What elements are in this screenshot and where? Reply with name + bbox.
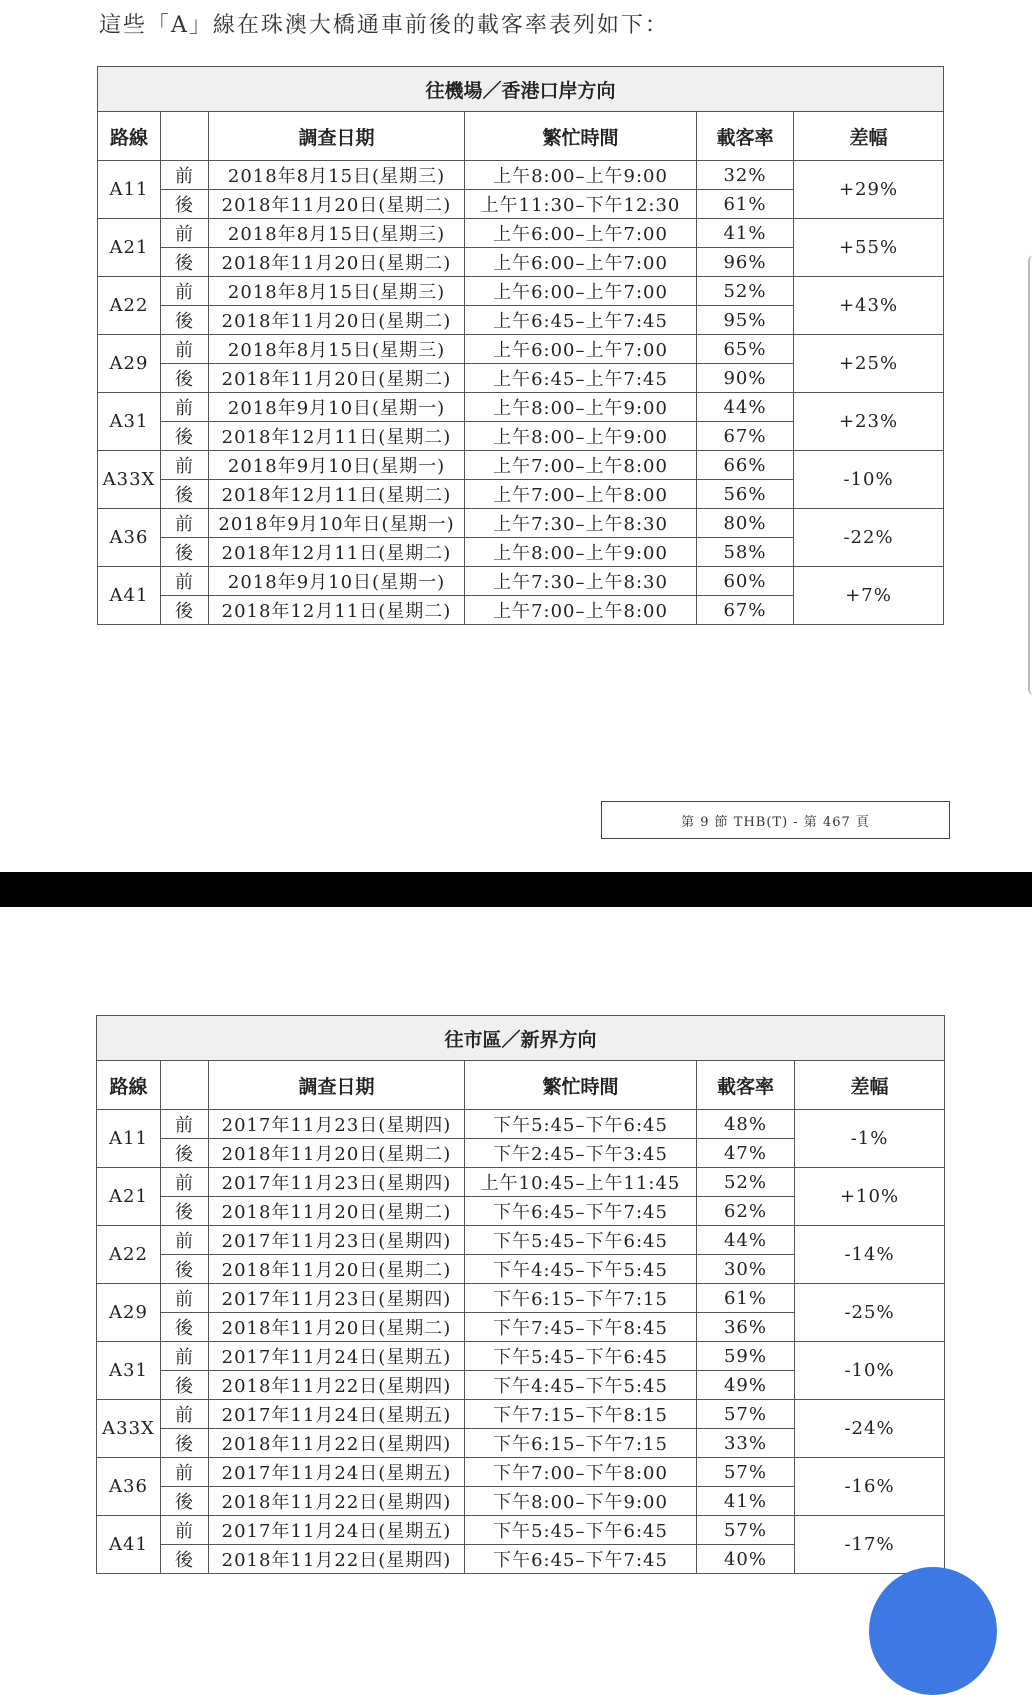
rate-difference: -10%: [794, 451, 944, 509]
peak-time: 上午8:00–上午9:00: [465, 161, 697, 190]
table-row: [97, 1110, 945, 1139]
survey-date: 2018年8月15日(星期三): [209, 219, 465, 248]
route-cell: A33X: [98, 451, 161, 509]
table-row: [97, 1458, 945, 1487]
period-tag: 前: [161, 1342, 209, 1371]
occupancy-rate: 44%: [697, 1226, 795, 1255]
occupancy-rate: 33%: [697, 1429, 795, 1458]
occupancy-rate: 52%: [697, 277, 794, 306]
period-tag: 後: [161, 248, 209, 277]
peak-time: 上午8:00–上午9:00: [465, 393, 697, 422]
survey-date: 2017年11月24日(星期五): [209, 1458, 465, 1487]
survey-date: 2018年11月20日(星期二): [209, 306, 465, 335]
survey-date: 2018年11月20日(星期二): [209, 364, 465, 393]
survey-date: 2018年8月15日(星期三): [209, 277, 465, 306]
route-cell: A31: [97, 1342, 161, 1400]
peak-time: 下午5:45–下午6:45: [465, 1226, 697, 1255]
occupancy-rate: 41%: [697, 1487, 795, 1516]
period-tag: 後: [161, 306, 209, 335]
peak-time: 下午7:15–下午8:15: [465, 1400, 697, 1429]
rate-difference: +29%: [794, 161, 944, 219]
survey-date: 2018年12月11日(星期二): [209, 596, 465, 625]
table-title: 往機場／香港口岸方向: [98, 67, 944, 112]
occupancy-rate: 57%: [697, 1516, 795, 1545]
survey-date: 2018年11月22日(星期四): [209, 1429, 465, 1458]
rate-difference: +7%: [794, 567, 944, 625]
occupancy-rate: 32%: [697, 161, 794, 190]
peak-time: 上午6:45–上午7:45: [465, 306, 697, 335]
peak-time: 上午6:00–上午7:00: [465, 219, 697, 248]
floating-action-button[interactable]: [869, 1567, 997, 1695]
period-tag: 後: [161, 1197, 209, 1226]
occupancy-rate: 67%: [697, 596, 794, 625]
survey-date: 2018年9月10日(星期一): [209, 451, 465, 480]
period-tag: 前: [161, 509, 209, 538]
survey-date: 2017年11月24日(星期五): [209, 1342, 465, 1371]
rate-difference: -17%: [795, 1516, 945, 1574]
route-cell: A29: [98, 335, 161, 393]
peak-time: 上午6:45–上午7:45: [465, 364, 697, 393]
occupancy-rate: 62%: [697, 1197, 795, 1226]
rate-difference: -14%: [795, 1226, 945, 1284]
header-time: 繁忙時間: [465, 1061, 697, 1110]
period-tag: 前: [161, 277, 209, 306]
peak-time: 下午8:00–下午9:00: [465, 1487, 697, 1516]
survey-date: 2018年9月10年日(星期一): [209, 509, 465, 538]
route-cell: A36: [97, 1458, 161, 1516]
period-tag: 前: [161, 1400, 209, 1429]
rate-difference: +55%: [794, 219, 944, 277]
table-row: [97, 1400, 945, 1429]
peak-time: 上午7:00–上午8:00: [465, 480, 697, 509]
route-cell: A21: [97, 1168, 161, 1226]
survey-date: 2018年11月20日(星期二): [209, 1139, 465, 1168]
peak-time: 下午6:15–下午7:15: [465, 1284, 697, 1313]
period-tag: 前: [161, 451, 209, 480]
survey-date: 2017年11月23日(星期四): [209, 1226, 465, 1255]
intro-text: 這些「A」線在珠澳大橋通車前後的載客率表列如下：: [99, 13, 669, 38]
header-date: 調查日期: [209, 112, 465, 161]
route-cell: A22: [98, 277, 161, 335]
occupancy-rate: 58%: [697, 538, 794, 567]
table-row: [98, 509, 944, 538]
occupancy-rate: 59%: [697, 1342, 795, 1371]
route-cell: A33X: [97, 1400, 161, 1458]
survey-date: 2017年11月23日(星期四): [209, 1168, 465, 1197]
survey-date: 2018年8月15日(星期三): [209, 161, 465, 190]
route-cell: A11: [97, 1110, 161, 1168]
rate-difference: -22%: [794, 509, 944, 567]
occupancy-rate: 41%: [697, 219, 794, 248]
page-footer: 第 9 節 THB(T) - 第 467 頁: [601, 801, 950, 839]
peak-time: 上午7:30–上午8:30: [465, 567, 697, 596]
peak-time: 上午7:00–上午8:00: [465, 596, 697, 625]
occupancy-rate: 36%: [697, 1313, 795, 1342]
survey-date: 2018年11月22日(星期四): [209, 1371, 465, 1400]
survey-date: 2017年11月23日(星期四): [209, 1284, 465, 1313]
occupancy-rate: 30%: [697, 1255, 795, 1284]
period-tag: 前: [161, 1516, 209, 1545]
occupancy-rate: 80%: [697, 509, 794, 538]
header-blank: [161, 1061, 209, 1110]
table-row: [97, 1168, 945, 1197]
table-row: [98, 393, 944, 422]
period-tag: 後: [161, 1139, 209, 1168]
period-tag: 後: [161, 1545, 209, 1574]
header-route: 路線: [98, 112, 161, 161]
peak-time: 下午4:45–下午5:45: [465, 1371, 697, 1400]
table-title: 往市區／新界方向: [97, 1016, 945, 1061]
rate-difference: +43%: [794, 277, 944, 335]
period-tag: 前: [161, 219, 209, 248]
table-row: [97, 1284, 945, 1313]
table-row: [98, 277, 944, 306]
occupancy-rate: 61%: [697, 190, 794, 219]
occupancy-rate: 60%: [697, 567, 794, 596]
occupancy-rate: 90%: [697, 364, 794, 393]
period-tag: 前: [161, 161, 209, 190]
survey-date: 2018年11月20日(星期二): [209, 190, 465, 219]
survey-date: 2018年9月10日(星期一): [209, 393, 465, 422]
header-route: 路線: [97, 1061, 161, 1110]
route-cell: A41: [98, 567, 161, 625]
peak-time: 上午7:00–上午8:00: [465, 451, 697, 480]
period-tag: 後: [161, 1487, 209, 1516]
header-date: 調查日期: [209, 1061, 465, 1110]
rate-difference: -25%: [795, 1284, 945, 1342]
occupancy-rate: 57%: [697, 1400, 795, 1429]
survey-date: 2017年11月23日(星期四): [209, 1110, 465, 1139]
peak-time: 下午7:45–下午8:45: [465, 1313, 697, 1342]
peak-time: 上午11:30–下午12:30: [465, 190, 697, 219]
occupancy-rate: 44%: [697, 393, 794, 422]
period-tag: 前: [161, 335, 209, 364]
airport-direction-table: [97, 66, 944, 625]
header-time: 繁忙時間: [465, 112, 697, 161]
survey-date: 2018年11月20日(星期二): [209, 1255, 465, 1284]
peak-time: 上午10:45–上午11:45: [465, 1168, 697, 1197]
period-tag: 後: [161, 1429, 209, 1458]
table-row: [98, 161, 944, 190]
table-row: [98, 567, 944, 596]
route-cell: A36: [98, 509, 161, 567]
header-rate: 載客率: [697, 1061, 795, 1110]
rate-difference: -1%: [795, 1110, 945, 1168]
peak-time: 上午6:00–上午7:00: [465, 248, 697, 277]
survey-date: 2018年8月15日(星期三): [209, 335, 465, 364]
rate-difference: -24%: [795, 1400, 945, 1458]
period-tag: 後: [161, 538, 209, 567]
occupancy-rate: 65%: [697, 335, 794, 364]
table-row: [97, 1342, 945, 1371]
period-tag: 前: [161, 393, 209, 422]
period-tag: 前: [161, 1110, 209, 1139]
rate-difference: -10%: [795, 1342, 945, 1400]
peak-time: 上午6:00–上午7:00: [465, 335, 697, 364]
period-tag: 前: [161, 1284, 209, 1313]
survey-date: 2018年12月11日(星期二): [209, 538, 465, 567]
peak-time: 上午6:00–上午7:00: [465, 277, 697, 306]
city-direction-table: [96, 1015, 945, 1574]
peak-time: 上午8:00–上午9:00: [465, 422, 697, 451]
header-diff: 差幅: [794, 112, 944, 161]
table-row: [97, 1516, 945, 1545]
rate-difference: -16%: [795, 1458, 945, 1516]
peak-time: 下午5:45–下午6:45: [465, 1342, 697, 1371]
survey-date: 2018年11月20日(星期二): [209, 1313, 465, 1342]
table-row: [98, 451, 944, 480]
occupancy-rate: 66%: [697, 451, 794, 480]
peak-time: 上午8:00–上午9:00: [465, 538, 697, 567]
table-row: [98, 219, 944, 248]
occupancy-rate: 61%: [697, 1284, 795, 1313]
occupancy-rate: 47%: [697, 1139, 795, 1168]
peak-time: 下午4:45–下午5:45: [465, 1255, 697, 1284]
occupancy-rate: 57%: [697, 1458, 795, 1487]
occupancy-rate: 40%: [697, 1545, 795, 1574]
survey-date: 2018年12月11日(星期二): [209, 422, 465, 451]
survey-date: 2018年9月10日(星期一): [209, 567, 465, 596]
scrollbar[interactable]: [1028, 255, 1032, 695]
occupancy-rate: 67%: [697, 422, 794, 451]
table-row: [98, 335, 944, 364]
occupancy-rate: 48%: [697, 1110, 795, 1139]
period-tag: 前: [161, 1168, 209, 1197]
survey-date: 2018年11月20日(星期二): [209, 248, 465, 277]
peak-time: 下午2:45–下午3:45: [465, 1139, 697, 1168]
period-tag: 後: [161, 364, 209, 393]
period-tag: 前: [161, 567, 209, 596]
header-diff: 差幅: [795, 1061, 945, 1110]
route-cell: A11: [98, 161, 161, 219]
peak-time: 下午6:45–下午7:45: [465, 1545, 697, 1574]
header-rate: 載客率: [697, 112, 794, 161]
table-row: [97, 1226, 945, 1255]
occupancy-rate: 95%: [697, 306, 794, 335]
survey-date: 2018年11月20日(星期二): [209, 1197, 465, 1226]
route-cell: A22: [97, 1226, 161, 1284]
occupancy-rate: 96%: [697, 248, 794, 277]
period-tag: 前: [161, 1458, 209, 1487]
route-cell: A21: [98, 219, 161, 277]
peak-time: 下午6:45–下午7:45: [465, 1197, 697, 1226]
route-cell: A41: [97, 1516, 161, 1574]
occupancy-rate: 52%: [697, 1168, 795, 1197]
period-tag: 後: [161, 190, 209, 219]
rate-difference: +23%: [794, 393, 944, 451]
occupancy-rate: 49%: [697, 1371, 795, 1400]
occupancy-rate: 56%: [697, 480, 794, 509]
survey-date: 2017年11月24日(星期五): [209, 1400, 465, 1429]
period-tag: 後: [161, 1255, 209, 1284]
survey-date: 2018年11月22日(星期四): [209, 1545, 465, 1574]
rate-difference: +10%: [795, 1168, 945, 1226]
period-tag: 後: [161, 480, 209, 509]
period-tag: 後: [161, 596, 209, 625]
route-cell: A31: [98, 393, 161, 451]
rate-difference: +25%: [794, 335, 944, 393]
header-blank: [161, 112, 209, 161]
peak-time: 下午5:45–下午6:45: [465, 1110, 697, 1139]
peak-time: 下午7:00–下午8:00: [465, 1458, 697, 1487]
route-cell: A29: [97, 1284, 161, 1342]
peak-time: 下午5:45–下午6:45: [465, 1516, 697, 1545]
period-tag: 後: [161, 1371, 209, 1400]
page-separator: [0, 872, 1032, 907]
period-tag: 前: [161, 1226, 209, 1255]
period-tag: 後: [161, 422, 209, 451]
peak-time: 下午6:15–下午7:15: [465, 1429, 697, 1458]
survey-date: 2017年11月24日(星期五): [209, 1516, 465, 1545]
survey-date: 2018年11月22日(星期四): [209, 1487, 465, 1516]
period-tag: 後: [161, 1313, 209, 1342]
survey-date: 2018年12月11日(星期二): [209, 480, 465, 509]
peak-time: 上午7:30–上午8:30: [465, 509, 697, 538]
